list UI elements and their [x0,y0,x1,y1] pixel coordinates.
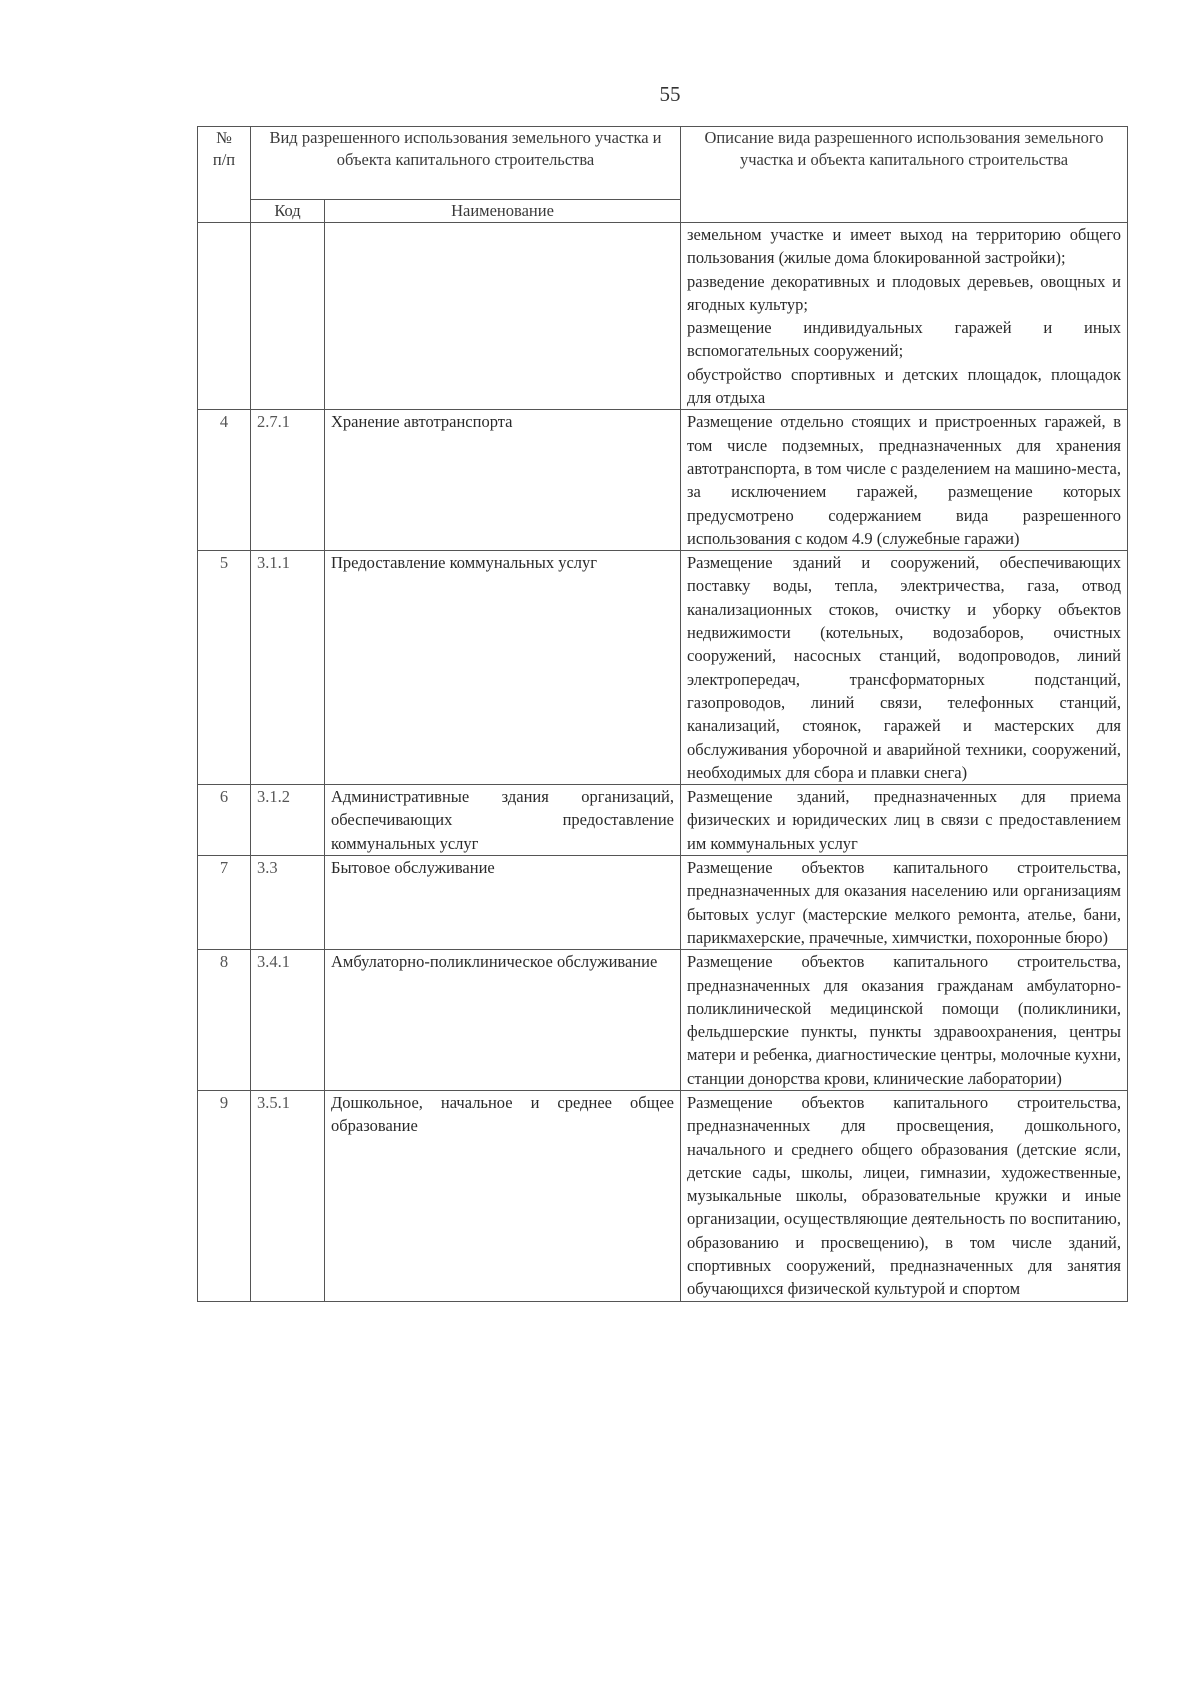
row-description [681,410,1128,551]
description-paragraph: Размещение объектов капитального строительства, предназначенных для просвещения, дошкольного, начального и среднего общего образования (детские ясли, детские сады, школы, лицеи, гимназии, художественные, музыкальные школы, образовательные кружки и иные организации, осуществляющие деятельность по воспитанию, образованию и просвещению), в том числе зданий, спортивных сооружений, предназначенных для занятия обучающихся физической культурой и спортом [687,1092,1121,1299]
row-name: Амбулаторно-поликлиническое обслуживание [325,950,681,1091]
header-description: Описание вида разрешенного использования земельного участка и объекта капитального строительства [681,127,1128,223]
header-number [198,127,251,223]
row-description [681,856,1128,950]
table-row [198,1090,1128,1301]
description-paragraph: Размещение зданий и сооружений, обеспечивающих поставку воды, тепла, электричества, газа, отвод канализационных стоков, очистку и уборку объектов недвижимости (котельных, водозаборов, очистных сооружений, насосных станций, водопроводов, линий электропередач, трансформаторных подстанций, газопроводов, линий связи, телефонных станций, канализаций, стоянок, гаражей и мастерских для обслуживания уборочной и аварийной техники, сооружений, необходимых для сбора и плавки снега) [687,553,1121,782]
row-code [251,223,325,410]
land-use-table [197,126,1128,1302]
row-code: 3.1.1 [251,551,325,785]
row-code: 3.4.1 [251,950,325,1091]
description-paragraph: размещение индивидуальных гаражей и иных вспомогательных сооружений; [687,318,1121,361]
row-name: Административные здания организаций, обеспечивающих предоставление коммунальных услуг [325,785,681,856]
row-name: Хранение автотранспорта [325,410,681,551]
header-code: Код [251,200,325,223]
row-number: 4 [198,410,251,551]
row-description [681,785,1128,856]
row-code: 3.1.2 [251,785,325,856]
description-paragraph: разведение декоративных и плодовых деревьев, овощных и ягодных культур; [687,271,1121,314]
row-number: 8 [198,950,251,1091]
header-permitted-use: Вид разрешенного использования земельного участка и объекта капитального строительства [251,127,681,200]
page-number: 55 [659,82,681,106]
table-row [198,785,1128,856]
header-name: Наименование [325,200,681,223]
row-description [681,551,1128,785]
row-name [325,223,681,410]
row-name: Дошкольное, начальное и среднее общее образование [325,1090,681,1301]
row-description [681,1090,1128,1301]
row-number: 9 [198,1090,251,1301]
description-paragraph: Размещение отдельно стоящих и пристроенных гаражей, в том числе подземных, предназначенных для хранения автотранспорта, в том числе с разделением на машино-места, за исключением гаражей, размещение которых предусмотрено содержанием вида разрешенного использования с кодом 4.9 (служебные гаражи) [687,412,1121,548]
description-paragraph: земельном участке и имеет выход на территорию общего пользования (жилые дома блокированной застройки); [687,225,1121,268]
row-code: 2.7.1 [251,410,325,551]
row-name: Бытовое обслуживание [325,856,681,950]
description-paragraph: Размещение зданий, предназначенных для приема физических и юридических лиц в связи с предоставлением им коммунальных услуг [687,787,1121,853]
description-paragraph: Размещение объектов капитального строительства, предназначенных для оказания населению или организациям бытовых услуг (мастерские мелкого ремонта, ателье, бани, парикмахерские, прачечные, химчистки, похоронные бюро) [687,858,1121,947]
description-paragraph: Размещение объектов капитального строительства, предназначенных для оказания гражданам амбулаторно-поликлинической медицинской помощи (поликлиники, фельдшерские пункты, пункты здравоохранения, центры матери и ребенка, диагностические центры, молочные кухни, станции донорства крови, клинические лаборатории) [687,952,1121,1088]
table-row [198,551,1128,785]
table-row [198,950,1128,1091]
table-header [198,127,1128,223]
row-code: 3.3 [251,856,325,950]
row-number: 6 [198,785,251,856]
table-row [198,856,1128,950]
row-name: Предоставление коммунальных услуг [325,551,681,785]
table-row [198,410,1128,551]
row-number [198,223,251,410]
description-paragraph: обустройство спортивных и детских площадок, площадок для отдыха [687,364,1121,408]
row-description [681,223,1128,410]
row-number: 5 [198,551,251,785]
row-code: 3.5.1 [251,1090,325,1301]
table-body [198,223,1128,1302]
header-number-label: № п/п [212,128,236,169]
row-number: 7 [198,856,251,950]
row-description [681,950,1128,1091]
table-row [198,223,1128,410]
